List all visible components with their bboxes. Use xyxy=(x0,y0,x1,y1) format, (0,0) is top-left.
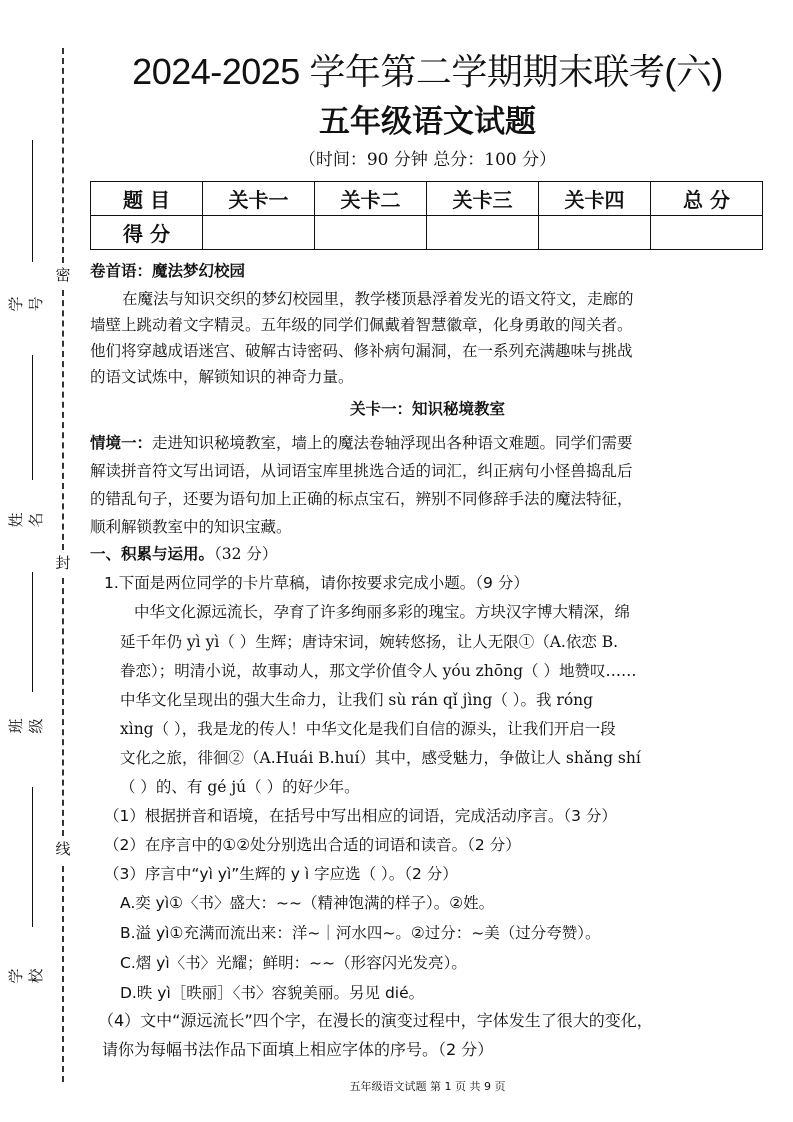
section1-heading-line xyxy=(90,541,765,567)
passage-line: 眷恋）；明清小说，故事动人，那文学价值令人 yóu zhōng（ ）地赞叹…… xyxy=(120,662,637,680)
passage-line: 延千年仍 yì yì（ ）生辉；唐诗宋词，婉转悠扬，让人无限①（A.依恋 B. xyxy=(120,633,619,651)
sub-question: （1）根据拼音和语境，在括号中写出相应的词语，完成活动序言。（3 分） xyxy=(104,807,617,825)
seal-dashed-line xyxy=(62,290,64,550)
passage-line: xìng（ ），我是龙的传人！中华文化是我们自信的源头，让我们开启一段 xyxy=(120,720,616,738)
sub-question: （3）序言中“yì yì”生辉的 y ì 字应选（ ）。（2 分） xyxy=(104,865,458,883)
passage-line: 文化之旅，徘徊②（A.Huái B.huí）其中，感受魅力，争做让人 shǎng shí xyxy=(120,749,641,767)
passage-line: （ ）的、有 gé jú（ ）的好少年。 xyxy=(120,778,360,796)
preface-line: 墙壁上跳动着文字精灵。五年级的同学们佩戴着智慧徽章，化身勇敢的闯关者。 xyxy=(90,316,633,334)
score-cell-level1[interactable] xyxy=(203,216,315,250)
exam-subtitle: 五年级语文试题 xyxy=(319,104,536,140)
scenario-label: 情境一： xyxy=(90,434,153,452)
binding-margin xyxy=(0,0,85,1122)
scenario-text: 走进知识秘境教室，墙上的魔法卷轴浮现出各种语文难题。同学们需要 xyxy=(152,434,633,452)
name-label: 姓名 xyxy=(7,512,45,528)
seal-dashed-line xyxy=(62,48,64,263)
score-table-header-row xyxy=(91,182,763,216)
preface-line: 在魔法与知识交织的梦幻校园里，教学楼顶悬浮着发光的语文符文，走廊的 xyxy=(122,290,634,308)
scenario-line: 解读拼音符文写出词语，从词语宝库里挑选合适的词汇，纠正病句小怪兽捣乱后 xyxy=(90,462,633,480)
class-line[interactable] xyxy=(32,572,33,692)
header-cell-level1: 关卡一 xyxy=(203,182,315,216)
seal-mark-xian: 线 xyxy=(53,840,73,858)
passage-line: 中华文化源远流长，孕育了许多绚丽多彩的瑰宝。方块汉字博大精深，绵 xyxy=(134,603,631,621)
score-cell-level3[interactable] xyxy=(427,216,539,250)
seal-dashed-line xyxy=(62,866,64,1082)
score-cell-level4[interactable] xyxy=(539,216,651,250)
sub-question-4-cont: 请你为每幅书法作品下面填上相应字体的序号。（2 分） xyxy=(102,1040,494,1059)
preface-line: 的语文试炼中，解锁知识的神奇力量。 xyxy=(90,368,354,386)
header-cell-level4: 关卡四 xyxy=(539,182,651,216)
seal-mark-mi: 密 xyxy=(53,266,73,284)
student-id-line[interactable] xyxy=(32,140,33,262)
class-label: 班级 xyxy=(7,718,45,734)
name-line[interactable] xyxy=(32,355,33,480)
section1-heading: 一、积累与运用。 xyxy=(90,545,215,563)
question-stem: 1.下面是两位同学的卡片草稿，请你按要求完成小题。（9 分） xyxy=(104,574,529,592)
header-cell-level2: 关卡二 xyxy=(315,182,427,216)
student-id-label: 学号 xyxy=(7,296,45,312)
option-c: C.熠 yì〈书〉光耀；鲜明：~~（形容闪光发亮）。 xyxy=(120,954,467,972)
preface-heading: 卷首语：魔法梦幻校园 xyxy=(90,262,246,280)
option-d: D.昳 yì［昳丽］〈书〉容貌美丽。另见 dié。 xyxy=(120,984,425,1002)
school-label: 学校 xyxy=(7,968,45,984)
score-cell-level2[interactable] xyxy=(315,216,427,250)
header-cell-level3: 关卡三 xyxy=(427,182,539,216)
score-row-label: 得 分 xyxy=(91,216,203,250)
sub-question-4: （4）文中“源远流长”四个字，在漫长的演变过程中，字体发生了很大的变化， xyxy=(98,1011,653,1030)
seal-dashed-line xyxy=(62,578,64,836)
scenario-line: 的错乱句子，还要为语句加上正确的标点宝石，辨别不同修辞手法的魔法特征， xyxy=(90,490,633,508)
page-footer: 五年级语文试题 第 1 页 共 9 页 xyxy=(349,1080,506,1093)
seal-mark-feng: 封 xyxy=(53,554,73,572)
preface-line: 他们将穿越成语迷宫、破解古诗密码、修补病句漏洞，在一系列充满趣味与挑战 xyxy=(90,342,633,360)
exam-title: 2024-2025 学年第二学期期末联考(六) xyxy=(132,51,723,92)
exam-meta: （时间：90 分钟 总分：100 分） xyxy=(298,150,557,170)
score-cell-total[interactable] xyxy=(651,216,763,250)
scenario-line xyxy=(90,430,765,456)
header-cell-total: 总 分 xyxy=(651,182,763,216)
section1-points: （32 分） xyxy=(214,545,278,563)
score-table-score-row xyxy=(91,216,763,250)
scenario-line: 顺利解锁教室中的知识宝藏。 xyxy=(90,518,292,536)
sub-question: （2）在序言中的①②处分别选出合适的词语和读音。（2 分） xyxy=(104,836,521,854)
school-line[interactable] xyxy=(32,787,33,927)
option-a: A.奕 yì①〈书〉盛大：~~（精神饱满的样子）。②姓。 xyxy=(120,894,495,912)
passage-line: 中华文化呈现出的强大生命力，让我们 sù rán qǐ jìng（ ）。我 róng xyxy=(120,691,594,709)
option-b: B.溢 yì①充满而流出来：洋~｜河水四~。②过分：~美（过分夸赞）。 xyxy=(120,924,601,942)
header-cell-topic: 题 目 xyxy=(91,182,203,216)
level1-heading: 关卡一：知识秘境教室 xyxy=(349,400,505,418)
score-table xyxy=(90,181,763,250)
